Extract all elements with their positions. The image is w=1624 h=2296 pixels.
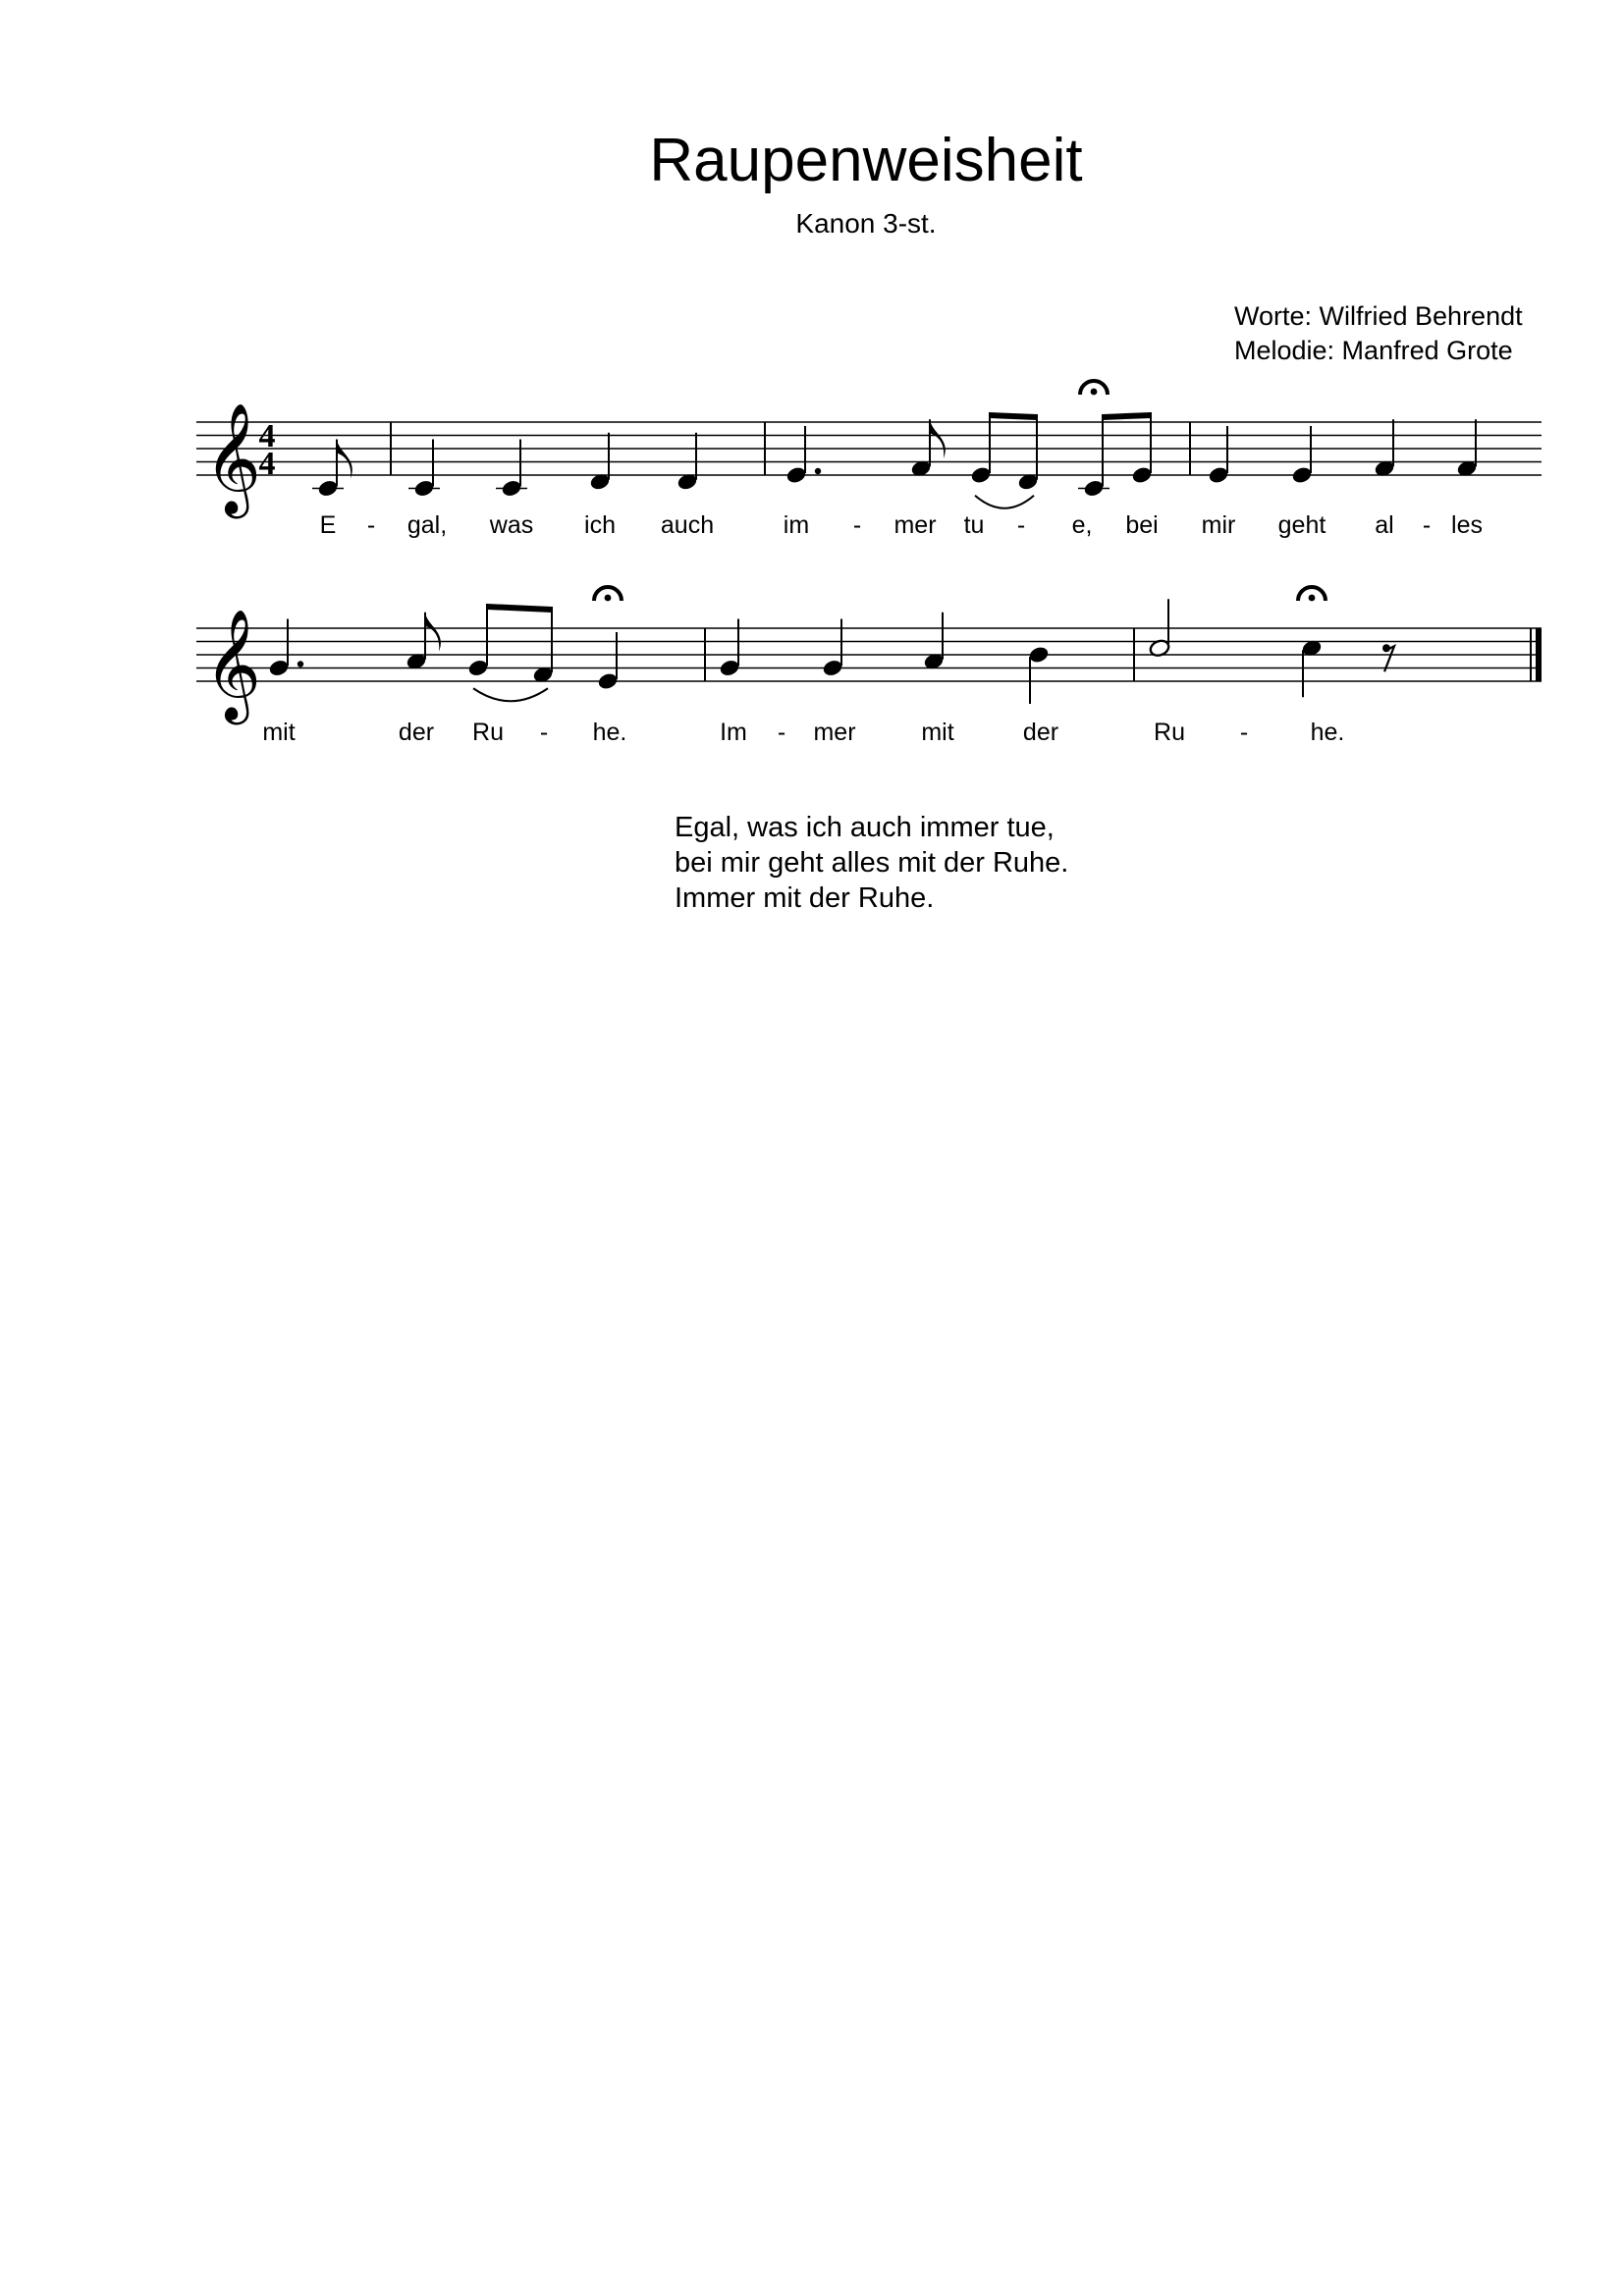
melody-credit: Melodie: Manfred Grote bbox=[1234, 336, 1513, 365]
poem-line-3: Immer mit der Ruhe. bbox=[675, 882, 935, 914]
lyric-syllable: Ru bbox=[472, 719, 504, 746]
lyric-syllable: bei bbox=[1125, 511, 1159, 539]
lyric-syllable: gal, bbox=[406, 511, 448, 539]
lyric-syllable: al bbox=[1375, 511, 1394, 539]
final-bar-thick bbox=[1536, 628, 1542, 681]
song-subtitle: Kanon 3-st. bbox=[795, 208, 937, 239]
time-signature-denominator: 4 bbox=[258, 446, 276, 482]
poem-text bbox=[675, 810, 1068, 916]
poem-line-2: bei mir geht alles mit der Ruhe. bbox=[675, 847, 1069, 879]
eighth-flag bbox=[337, 440, 352, 479]
eighth-flag bbox=[930, 419, 946, 458]
lyric-syllable: auch bbox=[660, 511, 715, 539]
lyric-syllable: - bbox=[852, 511, 862, 539]
augmentation-dot bbox=[815, 468, 821, 474]
lyric-syllable: mit bbox=[921, 719, 954, 746]
eighth-beam bbox=[1103, 412, 1151, 420]
song-title: Raupenweisheit bbox=[649, 127, 1083, 194]
lyric-syllable: he. bbox=[1310, 719, 1345, 746]
fermata-dot bbox=[1309, 595, 1316, 602]
slur bbox=[975, 496, 1034, 508]
eighth-beam bbox=[990, 412, 1037, 420]
fermata-dot bbox=[605, 595, 612, 602]
lyric-syllable: mit bbox=[262, 719, 296, 746]
lyric-syllable: he. bbox=[592, 719, 627, 746]
treble-clef-icon: 𝄞 bbox=[204, 609, 261, 721]
lyric-syllable: - bbox=[1422, 511, 1432, 539]
lyric-syllable: was bbox=[489, 511, 534, 539]
lyric-syllable: mer bbox=[813, 719, 856, 746]
lyric-syllable: Ru bbox=[1154, 719, 1185, 746]
lyric-syllable: - bbox=[366, 511, 376, 539]
eighth-beam bbox=[487, 604, 552, 613]
lyric-syllable: mer bbox=[893, 511, 937, 539]
lyric-syllable: der bbox=[1022, 719, 1059, 746]
poem-line-1: Egal, was ich auch immer tue, bbox=[675, 812, 1055, 843]
lyric-syllable: ich bbox=[584, 511, 616, 539]
lyric-syllable: mir bbox=[1201, 511, 1236, 539]
lyric-syllable: Im bbox=[720, 719, 747, 746]
lyric-syllable: der bbox=[398, 719, 435, 746]
slur bbox=[473, 688, 548, 701]
words-credit: Worte: Wilfried Behrendt bbox=[1234, 301, 1523, 331]
fermata-dot bbox=[1091, 389, 1098, 396]
treble-clef-icon: 𝄞 bbox=[204, 402, 261, 514]
augmentation-dot bbox=[298, 661, 303, 667]
lyric-syllable: - bbox=[777, 719, 786, 746]
eighth-flag bbox=[425, 613, 441, 652]
lyric-syllable: im bbox=[783, 511, 810, 539]
lyric-syllable: E bbox=[319, 511, 337, 539]
lyric-syllable: e, bbox=[1071, 511, 1093, 539]
lyric-syllable: les bbox=[1451, 511, 1483, 539]
lyric-syllable: tu bbox=[963, 511, 985, 539]
lyric-syllable: - bbox=[539, 719, 549, 746]
lyric-syllable: geht bbox=[1277, 511, 1326, 539]
time-signature-numerator: 4 bbox=[258, 418, 276, 454]
lyric-syllable: - bbox=[1239, 719, 1249, 746]
lyric-syllable: - bbox=[1016, 511, 1026, 539]
